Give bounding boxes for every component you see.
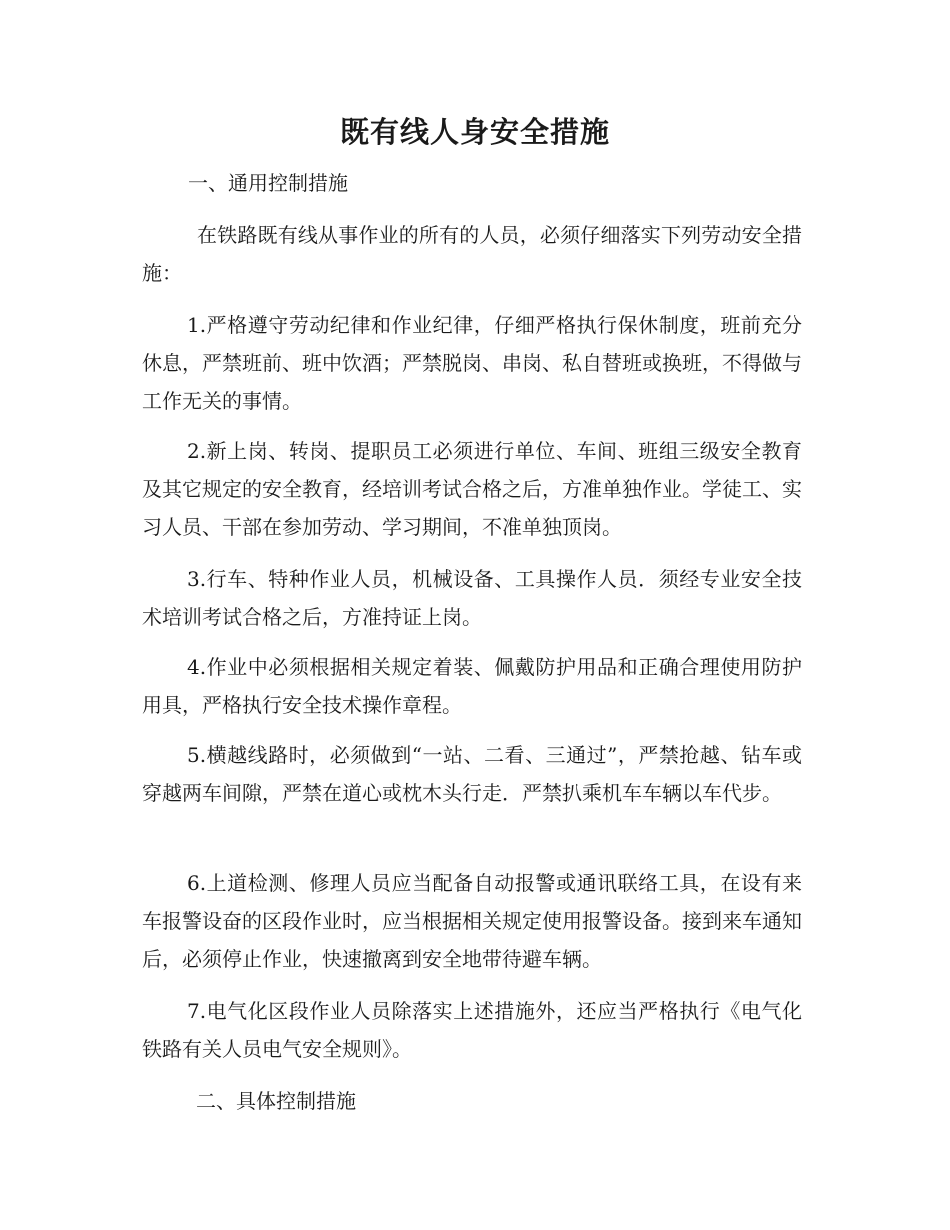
measure-item-6: 6.上道检测、修理人员应当配备自动报警或通讯联络工具，在设有来车报警设奋的区段作业时，应当根据相关规定使用报警设备。接到来车通知后，必须停止作业，快速撤离到安全地带待避车辆。 [142,871,802,971]
measure-item-7: 7.电气化区段作业人员除落实上述措施外，还应当严格执行《电气化铁路有关人员电气安全规则》。 [142,999,802,1061]
section-heading-specific: 二、具体控制措施 [196,1089,356,1113]
section-heading-general: 一、通用控制措施 [188,171,348,195]
measure-item-5: 5.横越线路时，必须做到“一站、二看、三通过”，严禁抢越、钻车或穿越两车间隙，严禁在道心或枕木头行走．严禁扒乘机车车辆以车代步。 [142,743,802,805]
measure-item-1: 1.严格遵守劳动纪律和作业纪律，仔细严格执行保休制度，班前充分休息，严禁班前、班中饮酒；严禁脱岗、串岗、私自替班或换班，不得做与工作无关的事情。 [142,313,802,413]
measure-item-2: 2.新上岗、转岗、提职员工必须进行单位、车间、班组三级安全教育及其它规定的安全教育，经培训考试合格之后，方准单独作业。学徒工、实习人员、干部在参加劳动、学习期间，不准单独顶岗。 [142,439,802,539]
measure-item-4: 4.作业中必须根据相关规定着装、佩戴防护用品和正确合理使用防护用具，严格执行安全技术操作章程。 [142,655,802,717]
measure-item-3: 3.行车、特种作业人员，机械设备、工具操作人员．须经专业安全技术培训考试合格之后，方准持证上岗。 [142,567,802,629]
intro-paragraph: 在铁路既有线从事作业的所有的人员，必须仔细落实下列劳动安全措施： [142,223,802,285]
document-title: 既有线人身安全措施 [339,115,610,149]
